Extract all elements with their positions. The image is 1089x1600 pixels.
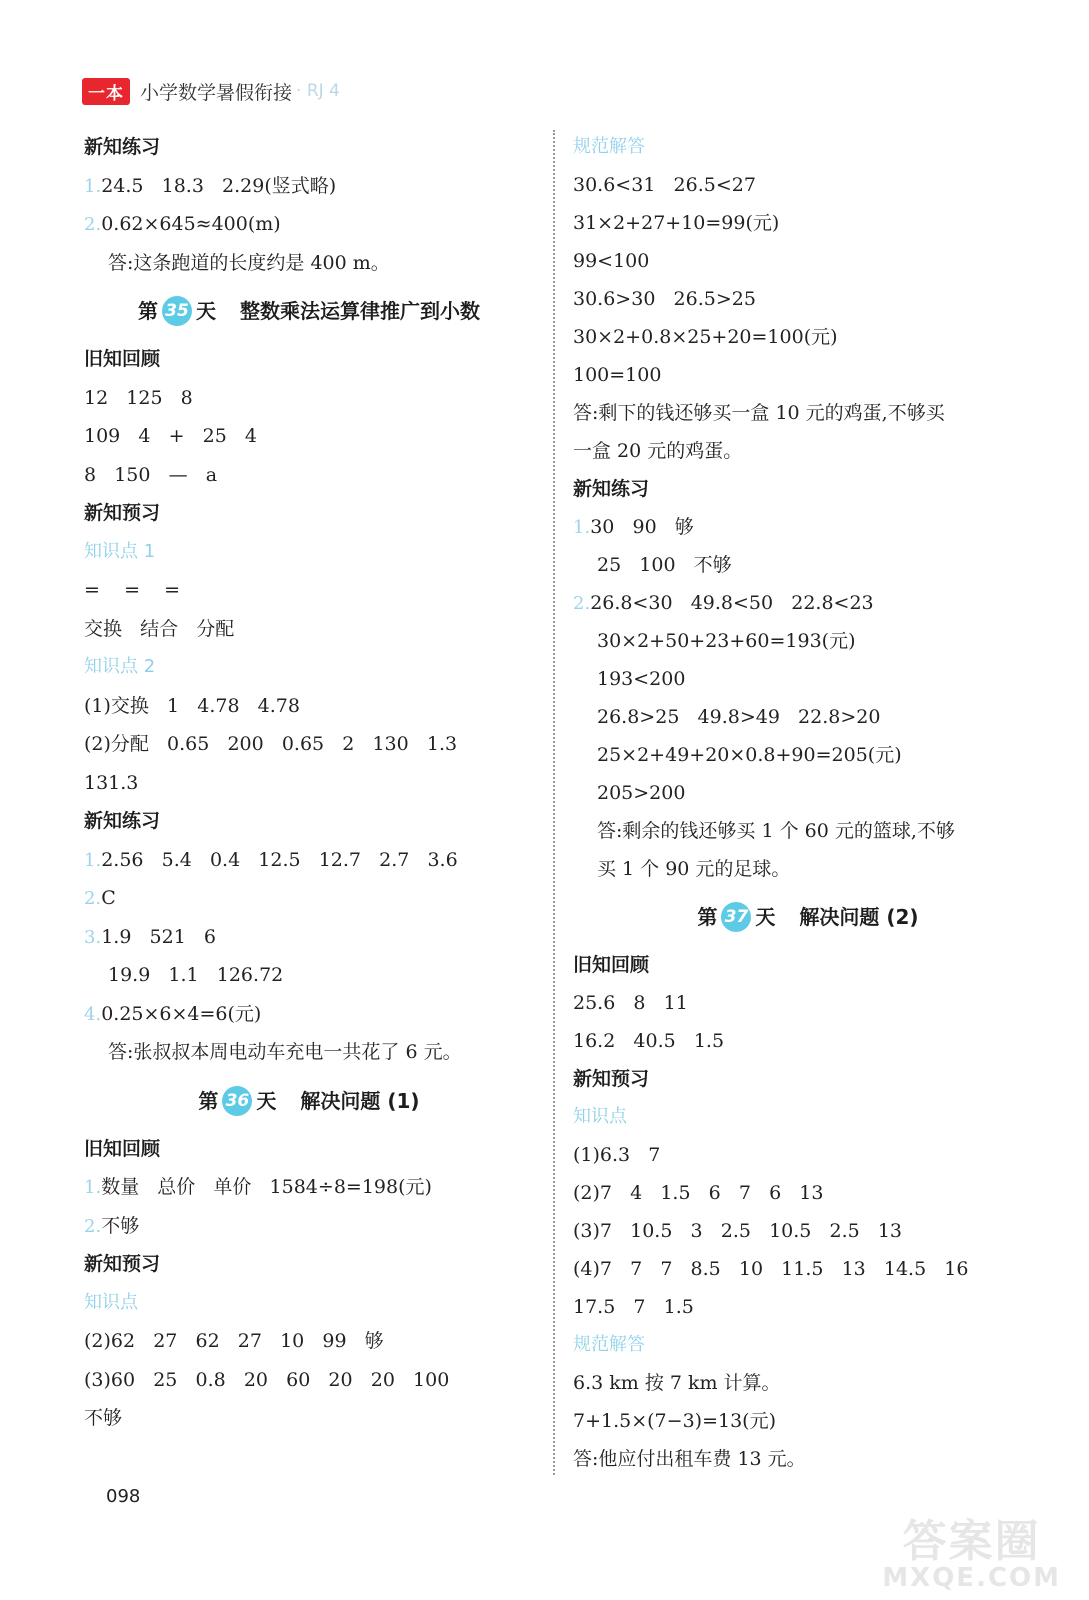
answer-line: 买 1 个 90 元的足球。 (597, 858, 791, 880)
day-number-badge: 37 (721, 902, 751, 932)
answer-line: 6.3 km 按 7 km 计算。 (573, 1372, 781, 1394)
item-number: 2. (84, 214, 102, 235)
answer-text: 24.5 18.3 2.29(竖式略) (101, 174, 337, 197)
item-number: 1. (573, 517, 591, 538)
answer-line: 12 125 8 (84, 386, 193, 409)
answer-line (84, 205, 534, 244)
day-36-heading (84, 1072, 534, 1130)
day-35-heading (84, 282, 534, 340)
day-prefix: 第 (697, 905, 718, 929)
answer-line: 17.5 7 1.5 (573, 1296, 694, 1318)
section-heading: 新知预习 (84, 502, 161, 524)
answer-line: (2)7 4 1.5 6 7 6 13 (573, 1182, 824, 1204)
item-number: 1. (84, 849, 102, 871)
answer-line: 答:这条跑道的长度约是 400 m。 (108, 251, 390, 274)
answer-line: (2)62 27 62 27 10 99 够 (84, 1330, 384, 1352)
knowledge-point-label: 知识点 1 (84, 540, 156, 562)
day-prefix: 第 (198, 1088, 219, 1113)
answer-line (84, 879, 534, 918)
answer-line: 30×2+0.8×25+20=100(元) (573, 326, 838, 348)
item-number: 1. (84, 175, 102, 197)
answer-text: 30 90 够 (590, 516, 694, 538)
answer-line (84, 167, 534, 206)
answer-line: 答:剩余的钱还够买 1 个 60 元的篮球,不够 (597, 820, 955, 842)
answer-line: (1)6.3 7 (573, 1144, 661, 1166)
page-number: 098 (106, 1486, 141, 1507)
item-number: 3. (84, 926, 102, 948)
answer-section-label: 规范解答 (573, 1334, 645, 1355)
answer-line (84, 995, 534, 1034)
day-topic: 解决问题 (1) (300, 1088, 420, 1113)
answer-line (84, 841, 534, 880)
knowledge-point-label: 知识点 2 (84, 656, 156, 677)
answer-line: 答:他应付出租车费 13 元。 (573, 1448, 806, 1470)
answer-line: 26.8>25 49.8>49 22.8>20 (597, 706, 881, 728)
answer-line (573, 584, 1043, 622)
answer-line: 30.6>30 26.5>25 (573, 288, 756, 310)
section-heading: 旧知回顾 (84, 348, 161, 370)
day-topic: 整数乘法运算律推广到小数 (240, 299, 480, 323)
item-number: 1. (84, 1177, 102, 1198)
answer-text: 2.56 5.4 0.4 12.5 12.7 2.7 3.6 (101, 848, 458, 871)
answer-line: 一盒 20 元的鸡蛋。 (573, 440, 743, 462)
day-suffix: 天 (755, 905, 776, 929)
day-topic: 解决问题 (2) (799, 905, 919, 929)
answer-text: C (101, 887, 116, 909)
answer-line: 不够 (84, 1407, 123, 1429)
answer-line: 131.3 (84, 771, 139, 794)
left-column (84, 128, 534, 1438)
answer-line: (1)交换 1 4.78 4.78 (84, 694, 300, 717)
section-heading: 旧知回顾 (84, 1137, 161, 1160)
answer-text: 26.8<30 49.8<50 22.8<23 (590, 592, 874, 614)
answer-text: 1.9 521 6 (101, 925, 216, 948)
answer-line (84, 918, 534, 957)
section-heading: 新知练习 (84, 810, 161, 832)
item-number: 2. (573, 593, 591, 614)
section-heading: 新知预习 (573, 1068, 650, 1090)
item-number: 4. (84, 1003, 102, 1025)
day-37-heading (573, 888, 1043, 946)
right-column (573, 128, 1043, 1478)
day-prefix: 第 (138, 299, 158, 323)
answer-line: 25.6 8 11 (573, 992, 688, 1014)
answer-line: (4)7 7 7 8.5 10 11.5 13 14.5 16 (573, 1258, 969, 1280)
answer-line: 100=100 (573, 364, 662, 386)
answer-line: 7+1.5×(7−3)=13(元) (573, 1410, 776, 1432)
watermark (882, 1516, 1061, 1593)
watermark-title: 答案圈 (902, 1516, 1041, 1567)
section-heading: 新知练习 (573, 478, 650, 500)
section-heading: 新知练习 (84, 136, 161, 158)
answer-line: (2)分配 0.65 200 0.65 2 130 1.3 (84, 733, 458, 755)
answer-section-label: 规范解答 (573, 136, 645, 157)
answer-line: 31×2+27+10=99(元) (573, 212, 780, 234)
answer-line: 交换 结合 分配 (84, 617, 235, 640)
answer-line: 205>200 (597, 782, 686, 804)
watermark-url: MXQE.COM (882, 1563, 1061, 1593)
answer-line (84, 1168, 534, 1207)
answer-line: 109 4 + 25 4 (84, 425, 258, 447)
day-number-badge: 35 (162, 296, 192, 326)
answer-line (573, 508, 1043, 546)
knowledge-point-label: 知识点 (84, 1291, 138, 1313)
page-header (82, 76, 340, 106)
answer-text: 数量 总价 单价 1584÷8=198(元) (101, 1176, 432, 1198)
book-title: 小学数学暑假衔接 (140, 81, 293, 104)
answer-line: 16.2 40.5 1.5 (573, 1030, 725, 1052)
answer-line: (3)60 25 0.8 20 60 20 20 100 (84, 1368, 450, 1391)
brand-logo: 一本 (82, 78, 130, 105)
answer-line: 25 100 不够 (597, 554, 732, 576)
answer-text: 0.25×6×4=6(元) (101, 1002, 262, 1025)
answer-line: 答:剩下的钱还够买一盒 10 元的鸡蛋,不够买 (573, 402, 945, 424)
answer-line: 答:张叔叔本周电动车充电一共花了 6 元。 (108, 1041, 462, 1063)
day-suffix: 天 (196, 299, 216, 323)
answer-line: (3)7 10.5 3 2.5 10.5 2.5 13 (573, 1220, 903, 1242)
knowledge-point-label: 知识点 (573, 1106, 627, 1127)
section-heading: 新知预习 (84, 1253, 161, 1275)
answer-line: = = = (84, 579, 181, 601)
section-heading: 旧知回顾 (573, 954, 650, 976)
item-number: 2. (84, 1215, 102, 1237)
answer-line: 193<200 (597, 668, 686, 690)
answer-line: 30.6<31 26.5<27 (573, 174, 756, 196)
day-number-badge: 36 (222, 1086, 252, 1116)
answer-line: 25×2+49+20×0.8+90=205(元) (597, 744, 902, 766)
answer-line: 99<100 (573, 250, 650, 272)
answer-line: 30×2+50+23+60=193(元) (597, 630, 856, 652)
answer-text: 不够 (101, 1214, 140, 1237)
book-edition: · RJ 4 (296, 81, 340, 101)
answer-text: 0.62×645≈400(m) (101, 213, 281, 235)
day-suffix: 天 (256, 1088, 277, 1113)
item-number: 2. (84, 888, 102, 909)
answer-line (84, 1207, 534, 1246)
answer-line: 19.9 1.1 126.72 (108, 964, 284, 986)
answer-line: 8 150 — a (84, 463, 218, 486)
column-divider (553, 130, 555, 1475)
